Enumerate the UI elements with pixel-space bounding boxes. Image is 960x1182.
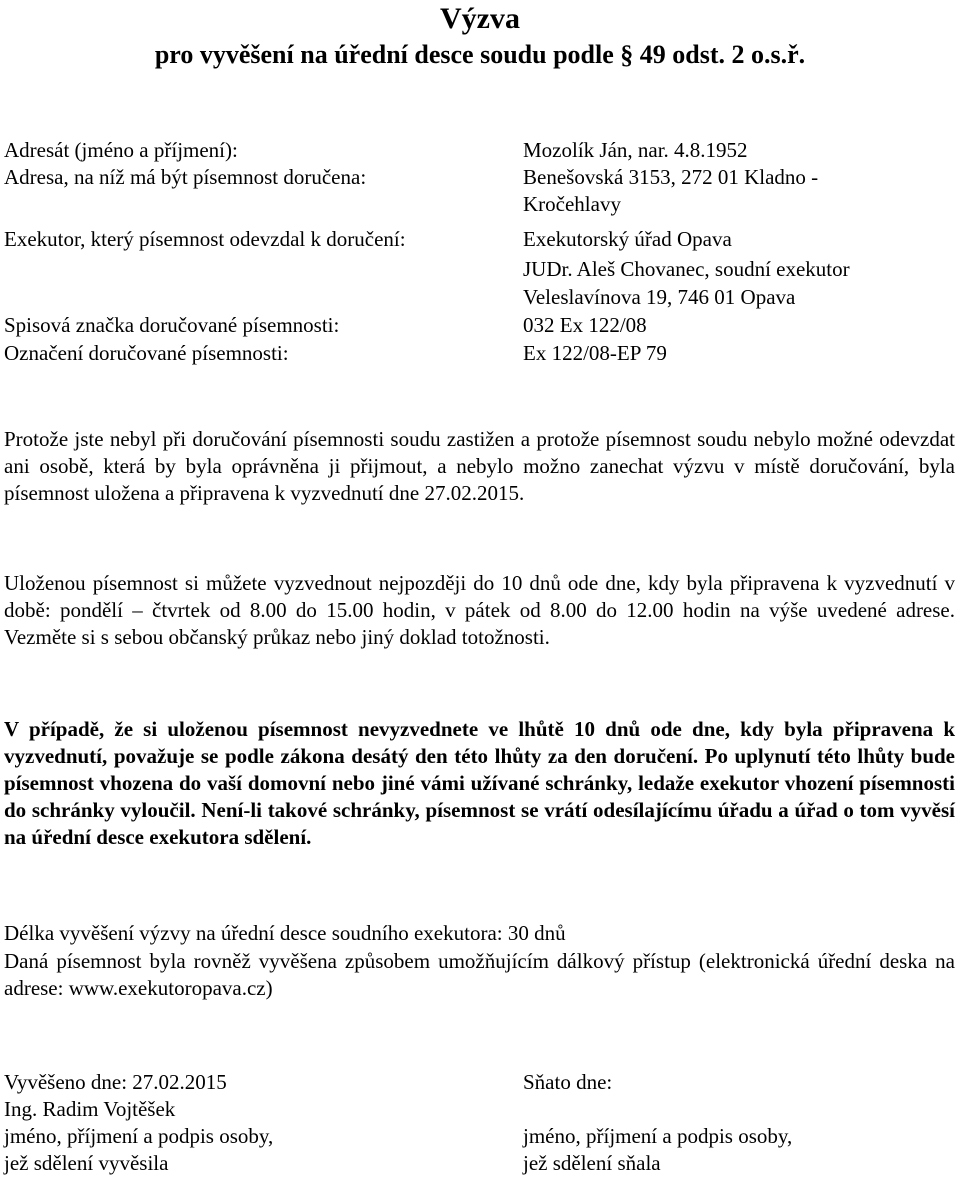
posting-length: Délka vyvěšení výzvy na úřední desce soudního exekutora: 30 dnů bbox=[4, 921, 566, 945]
addressee-value: Mozolík Ján, nar. 4.8.1952 bbox=[523, 138, 748, 162]
address-value: Benešovská 3153, 272 01 Kladno - Kročehlavy bbox=[523, 165, 819, 216]
executor-name: JUDr. Aleš Chovanec, soudní exekutor bbox=[523, 257, 850, 281]
executor-address: Veleslavínova 19, 746 01 Opava bbox=[523, 285, 796, 309]
file-mark-row bbox=[0, 312, 960, 340]
file-mark-value: 032 Ex 122/08 bbox=[523, 313, 647, 337]
address-label: Adresa, na níž má být písemnost doručena: bbox=[4, 165, 367, 189]
address-row bbox=[0, 164, 960, 220]
notice-paragraph: Protože jste nebyl při doručování písemnosti soudu zastižen a protože písemnost soudu nebylo možné odevzdat ani osobě, která by byla oprávněna ji přijmout, a nebylo možno zanechat výzvu v místě doručování, byla písemnost uložena a připravena k vyzvednutí dne 27.02.2015. bbox=[4, 427, 955, 505]
doc-mark-label: Označení doručované písemnosti: bbox=[4, 341, 289, 365]
posted-signature-caption-2: jež sdělení vyvěsila bbox=[4, 1151, 169, 1175]
addressee-row bbox=[0, 137, 960, 165]
doc-mark-row bbox=[0, 340, 960, 368]
removed-signature-block bbox=[523, 1069, 792, 1177]
posted-signature-block bbox=[4, 1069, 273, 1177]
consequence-paragraph: V případě, že si uloženou písemnost nevyzvednete ve lhůtě 10 dnů ode dne, kdy byla připravena k vyzvednutí, považuje se podle zákona desátý den této lhůty za den doručení. Po uplynutí této lhůty bude písemnost vhozena do vaší domovní nebo jiné vámi užívané schránky, ledaže exekutor vhození písemnosti do schránky vyloučil. Není-li takové schránky, písemnost se vrátí odesílajícímu úřadu a úřad o tom vyvěsí na úřední desce exekutora sdělení. bbox=[4, 717, 955, 849]
executor-office: Exekutorský úřad Opava bbox=[523, 227, 732, 251]
removed-date: Sňato dne: bbox=[523, 1070, 613, 1094]
executor-row bbox=[0, 226, 960, 310]
removed-signature-caption-1: jméno, příjmení a podpis osoby, bbox=[523, 1124, 793, 1148]
removed-by-name bbox=[523, 1096, 792, 1123]
document-title: Výzva bbox=[440, 2, 520, 35]
document-subtitle: pro vyvěšení na úřední desce soudu podle § 49 odst. 2 o.s.ř. bbox=[154, 40, 806, 69]
addressee-label: Adresát (jméno a příjmení): bbox=[4, 138, 238, 162]
removed-signature-caption-2: jež sdělení sňala bbox=[523, 1151, 661, 1175]
executor-label: Exekutor, který písemnost odevzdal k doručení: bbox=[4, 227, 406, 251]
pickup-paragraph: Uloženou písemnost si můžete vyzvednout nejpozději do 10 dnů ode dne, kdy byla připravena k vyzvednutí v době: pondělí – čtvrtek od 8.00 do 15.00 hodin, v pátek od 8.00 do 12.00 hodin na výše uvedené adrese. Vezměte si s sebou občanský průkaz nebo jiný doklad totožnosti. bbox=[4, 571, 955, 649]
posted-by-name: Ing. Radim Vojtěšek bbox=[4, 1097, 176, 1121]
posted-date: Vyvěšeno dne: 27.02.2015 bbox=[4, 1070, 227, 1094]
posted-signature-caption-1: jméno, příjmení a podpis osoby, bbox=[4, 1124, 274, 1148]
doc-mark-value: Ex 122/08-EP 79 bbox=[523, 341, 667, 365]
electronic-notice: Daná písemnost byla rovněž vyvěšena způsobem umožňujícím dálkový přístup (elektronická úřední deska na adrese: www.exekutoropava.cz) bbox=[4, 949, 955, 1000]
file-mark-label: Spisová značka doručované písemnosti: bbox=[4, 313, 340, 337]
